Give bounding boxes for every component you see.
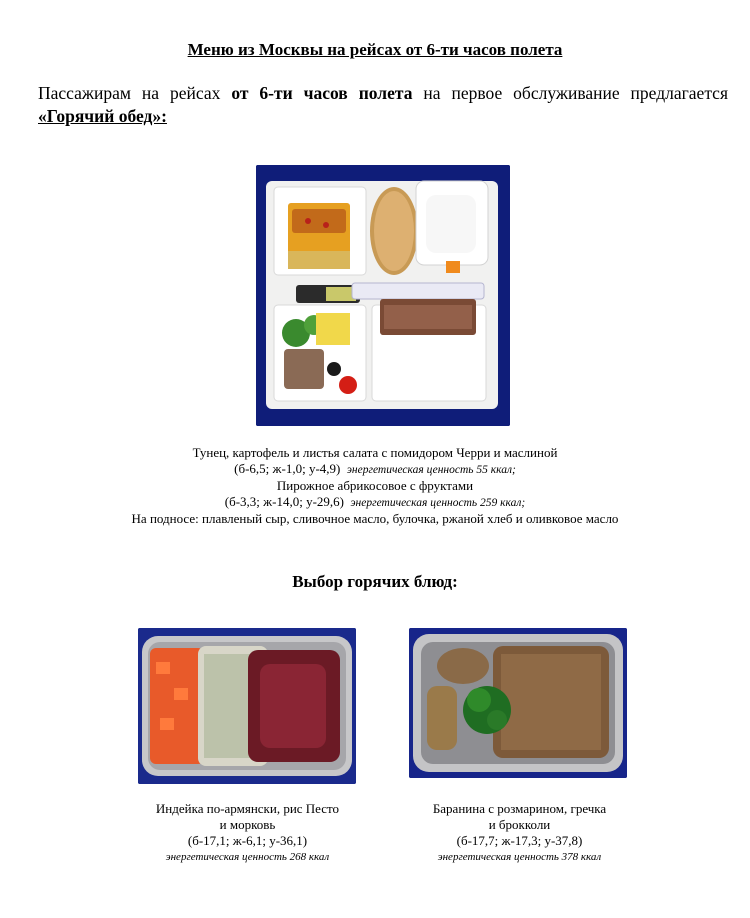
page-title: Меню из Москвы на рейсах от 6-ти часов полета (187, 40, 563, 59)
tray-dish1-energy: энергетическая ценность 55 ккал; (346, 464, 516, 476)
tray-dish2-info (0, 494, 750, 511)
hot-dish-2-caption (392, 801, 647, 865)
tray-dish1-nutrition: (б-6,5; ж-1,0; у-4,9) (234, 461, 341, 476)
intro-text-2: на первое обслуживание предлагается (412, 83, 729, 103)
hot-dish-2-name-line1: Баранина с розмарином, гречка (432, 801, 607, 816)
hot-dish-1-nutrition: (б-17,1; ж-6,1; у-36,1) (187, 833, 308, 848)
tray-dish1-info (0, 461, 750, 478)
intro-flight-duration: от 6-ти часов полета (231, 83, 413, 103)
tray-dish2-name: Пирожное абрикосовое с фруктами (276, 478, 474, 493)
hot-dish-1-name-line1: Индейка по-армянски, рис Песто (155, 801, 340, 816)
tray-caption (0, 445, 750, 527)
hot-dish-1-energy: энергетическая ценность 268 ккал (165, 851, 330, 863)
hot-dish-2-energy: энергетическая ценность 378 ккал (437, 851, 602, 863)
hot-dish-2-nutrition: (б-17,7; ж-17,3; у-37,8) (456, 833, 583, 848)
tray-dish2-nutrition: (б-3,3; ж-14,0; у-29,6) (224, 494, 344, 509)
hot-dish-1-photo (138, 628, 356, 784)
tray-contents: На подносе: плавленый сыр, сливочное масло, булочка, ржаной хлеб и оливковое масло (131, 511, 619, 526)
hot-choice-heading: Выбор горячих блюд: (292, 572, 458, 591)
tray-dish1-name: Тунец, картофель и листья салата с помидором Черри и маслиной (192, 445, 558, 460)
tray-photo (256, 165, 510, 426)
tray-image (256, 165, 510, 426)
hot-dish-2-name-line2: и брокколи (488, 817, 551, 832)
hot-meal-label: «Горячий обед»: (38, 106, 167, 126)
intro-paragraph (38, 82, 728, 128)
tray-dish2-energy: энергетическая ценность 259 ккал; (350, 497, 526, 509)
intro-text-1: Пассажирам на рейсах (38, 83, 232, 103)
hot-dish-1-image (138, 628, 356, 784)
hot-dish-1-caption (120, 801, 375, 865)
hot-dish-1-name-line2: и морковь (219, 817, 276, 832)
hot-dish-2-photo (409, 628, 627, 778)
hot-dish-2-image (409, 628, 627, 778)
